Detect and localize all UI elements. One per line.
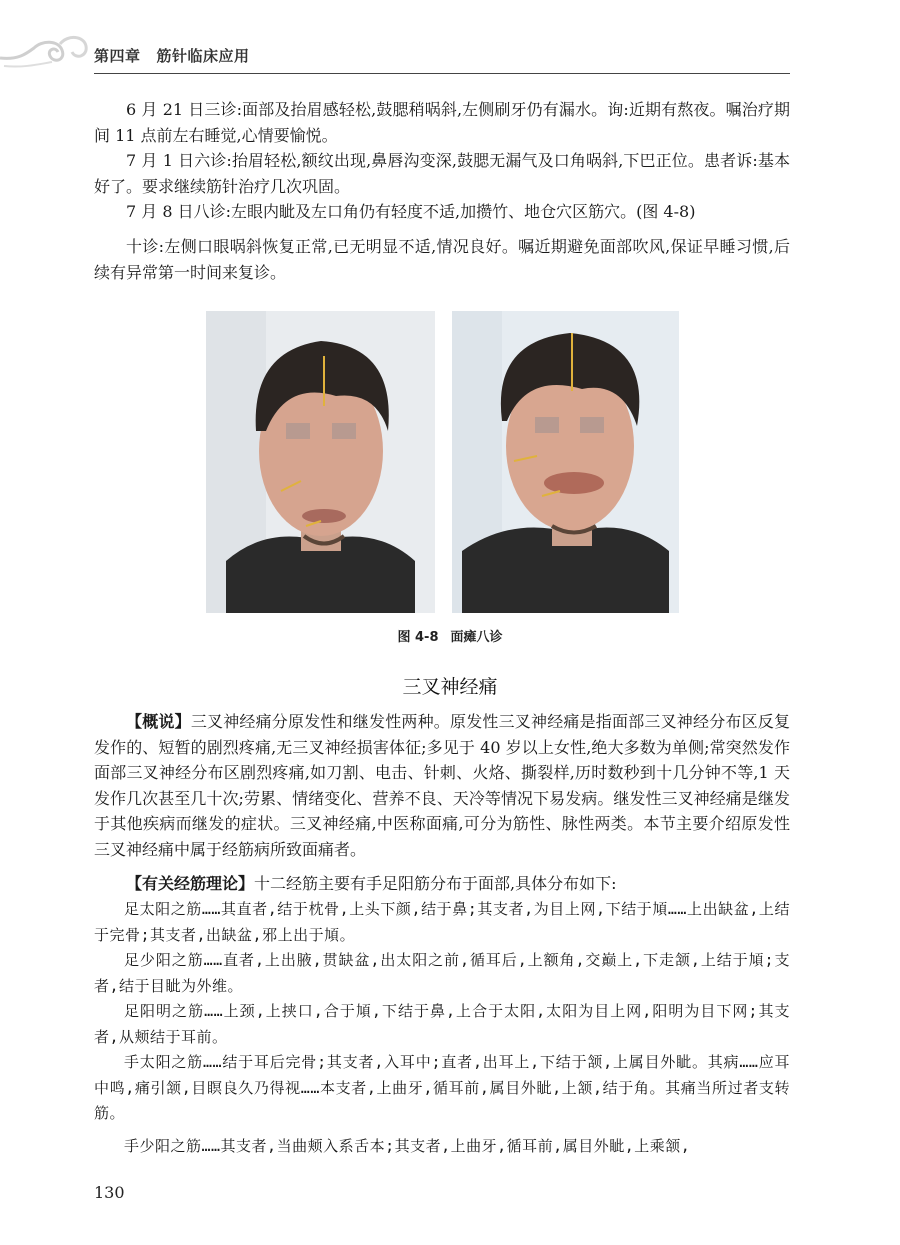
cloud-ornament-icon bbox=[0, 30, 92, 74]
classic-hand-taiyang: 手太阳之筋……结于耳后完骨;其支者,入耳中;直者,出耳上,下结于颔,上属目外眦。其病……应耳中鸣,痛引颔,目瞑良久乃得视……本支者,上曲牙,循耳前,属目外眦,上颔,结于角。其痛当所过者支转筋。 bbox=[94, 1053, 790, 1122]
overview-text: 三叉神经痛分原发性和继发性两种。原发性三叉神经痛是指面部三叉神经分布区反复发作的、短暂的剧烈疼痛,无三叉神经损害体征;多见于 40 岁以上女性,绝大多数为单侧;常突然发作面部三叉神经分布区剧烈疼痛,如刀割、电击、针刺、火烙、撕裂样,历时数秒到十几分钟不等,1 天发作几次甚至几十次;劳累、情绪变化、营养不良、天冷等情况下易发病。继发性三叉神经痛是继发于其他疾病而继发的症状。三叉神经痛,中医称面痛,可分为筋性、脉性两类。本节主要介绍原发性三叉神经痛中属于经筋病所致面痛者。 bbox=[94, 712, 790, 859]
figure-caption bbox=[0, 626, 900, 645]
chapter-number: 第四章 bbox=[94, 47, 141, 65]
paragraph-visit-6: 7 月 1 日六诊:抬眉轻松,额纹出现,鼻唇沟变深,鼓腮无漏气及口角㖞斜,下巴正位。患者诉:基本好了。要求继续筋针治疗几次巩固。 bbox=[94, 151, 790, 196]
figure-photo-right bbox=[452, 311, 679, 613]
page-number: 130 bbox=[94, 1183, 125, 1202]
overview-paragraph bbox=[94, 709, 790, 862]
overview-label: 【概说】 bbox=[126, 712, 191, 731]
header-rule bbox=[94, 73, 790, 74]
paragraph-visit-8: 7 月 8 日八诊:左眼内眦及左口角仍有轻度不适,加攒竹、地仓穴区筋穴。(图 4-8) bbox=[126, 202, 696, 221]
figure-photo-left bbox=[206, 311, 435, 613]
classic-hand-shaoyang: 手少阳之筋……其支者,当曲颊入系舌本;其支者,上曲牙,循耳前,属目外眦,上乘颔, bbox=[124, 1137, 691, 1155]
classic-foot-taiyang: 足太阳之筋……其直者,结于枕骨,上头下颜,结于鼻;其支者,为目上网,下结于頄……上出缺盆,上结于完骨;其支者,出缺盆,邪上出于頄。 bbox=[94, 900, 790, 944]
theory-paragraph bbox=[94, 871, 790, 897]
paragraph-visit-3: 6 月 21 日三诊:面部及抬眉感轻松,鼓腮稍㖞斜,左侧刷牙仍有漏水。询:近期有熬夜。嘱治疗期间 11 点前左右睡觉,心情要愉悦。 bbox=[94, 100, 790, 145]
figure-title: 面瘫八诊 bbox=[450, 630, 503, 645]
paragraph-visit-10: 十诊:左侧口眼㖞斜恢复正常,已无明显不适,情况良好。嘱近期避免面部吹风,保证早睡习惯,后续有异常第一时间来复诊。 bbox=[94, 237, 790, 282]
theory-text: 十二经筋主要有手足阳筋分布于面部,具体分布如下: bbox=[254, 874, 617, 893]
theory-label: 【有关经筋理论】 bbox=[126, 874, 255, 893]
running-header bbox=[0, 0, 900, 80]
chapter-title: 筋针临床应用 bbox=[156, 47, 250, 65]
section-title: 三叉神经痛 bbox=[402, 676, 498, 698]
chapter-header bbox=[94, 45, 266, 66]
classic-foot-shaoyang: 足少阳之筋……直者,上出腋,贯缺盆,出太阳之前,循耳后,上额角,交巅上,下走颔,上结于頄;支者,结于目眦为外维。 bbox=[94, 951, 790, 995]
classic-foot-yangming: 足阳明之筋……上颈,上挟口,合于頄,下结于鼻,上合于太阳,太阳为目上网,阳明为目下网;其支者,从颊结于耳前。 bbox=[94, 1002, 790, 1046]
figure-number: 图 4-8 bbox=[397, 630, 439, 645]
